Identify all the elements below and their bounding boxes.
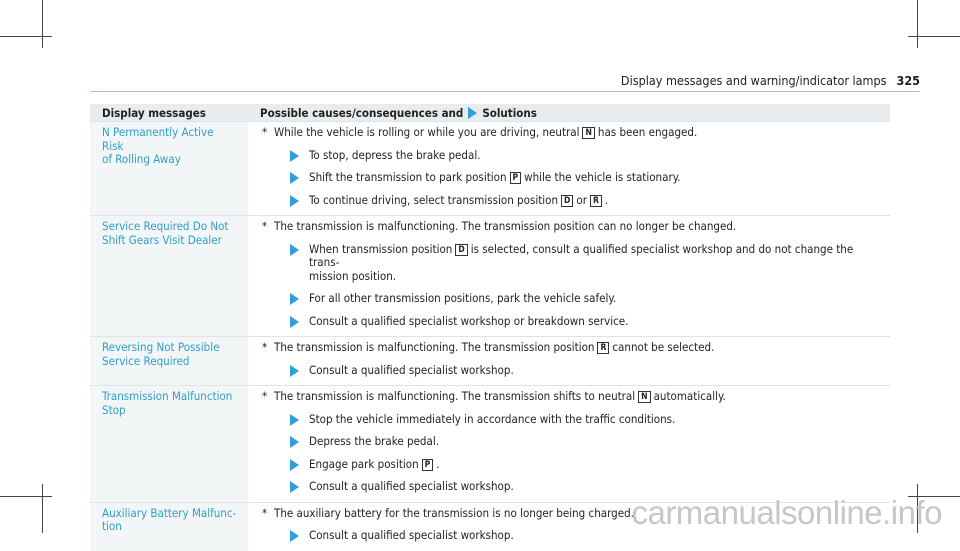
table-body	[90, 121, 890, 551]
table-row	[90, 215, 890, 336]
gear-key-icon: N	[638, 391, 650, 403]
cause-text: * The transmission is malfunctioning. The transmission position can no longer be changed.	[262, 219, 737, 233]
solution-step: Consult a qualified specialist workshop.	[290, 529, 880, 543]
arrow-right-icon	[290, 414, 299, 426]
gear-key-icon: D	[455, 244, 467, 256]
message-text: of Rolling Away	[102, 152, 181, 166]
message-text: tion	[102, 519, 122, 533]
crop-mark	[917, 0, 918, 48]
header-title: Display messages and warning/indicator lamps	[620, 73, 887, 88]
solution-step: Consult a qualified specialist workshop.	[290, 480, 880, 494]
causes-cell	[248, 122, 890, 215]
causes-cell	[248, 337, 890, 385]
crop-mark	[42, 0, 43, 48]
solution-step: For all other transmission positions, park the vehicle safely.	[290, 292, 880, 306]
arrow-right-icon	[290, 293, 299, 305]
asterisk-icon: *	[262, 389, 268, 403]
table-row	[90, 121, 890, 215]
causes-cell	[248, 216, 890, 336]
table-header	[90, 104, 890, 121]
solution-step: To stop, depress the brake pedal.	[290, 149, 880, 163]
message-cell	[90, 503, 248, 551]
asterisk-icon: *	[262, 219, 268, 233]
arrow-right-icon	[290, 244, 299, 256]
solution-step: Shift the transmission to park position P while the vehicle is stationary.	[290, 171, 880, 185]
gear-key-icon: P	[510, 172, 522, 184]
message-text: N Permanently Active Risk	[102, 125, 214, 153]
cause-text: * The auxiliary battery for the transmission is no longer being charged.	[262, 505, 634, 520]
gear-key-icon: R	[590, 195, 602, 207]
page-header	[621, 73, 920, 88]
display-messages-table	[90, 104, 890, 551]
arrow-right-icon	[290, 172, 299, 184]
cause-text: * While the vehicle is rolling or while you are driving, neutral N has been engaged.	[262, 125, 698, 139]
solution-step: To continue driving, select transmission position D or R .	[290, 194, 880, 208]
message-cell	[90, 216, 248, 336]
table-row	[90, 385, 890, 502]
causes-cell	[248, 386, 890, 502]
arrow-right-icon	[468, 107, 477, 119]
crop-mark	[42, 484, 43, 533]
arrow-right-icon	[290, 459, 299, 471]
column-header-messages: Display messages	[102, 105, 206, 120]
solution-step: When transmission position D is selected, consult a qualified specialist workshop and do not change the trans- mission position.	[290, 243, 880, 284]
cause-text: * The transmission is malfunctioning. The transmission shifts to neutral N automatically.	[262, 389, 726, 403]
solution-step: Engage park position P .	[290, 458, 880, 472]
solution-step: Depress the brake pedal.	[290, 435, 880, 449]
page-number: 325	[896, 73, 920, 88]
crop-mark	[0, 496, 52, 497]
gear-key-icon: P	[422, 459, 434, 471]
solution-step: Stop the vehicle immediately in accordance with the traffic conditions.	[290, 413, 880, 427]
header-rule	[90, 91, 920, 92]
arrow-right-icon	[290, 365, 299, 377]
message-text: Service Required Do Not	[102, 219, 229, 233]
crop-mark	[908, 36, 960, 37]
asterisk-icon: *	[262, 505, 268, 520]
arrow-right-icon	[290, 316, 299, 328]
asterisk-icon: *	[262, 340, 268, 354]
arrow-right-icon	[290, 481, 299, 493]
gear-key-icon: D	[561, 195, 573, 207]
message-cell	[90, 337, 248, 385]
message-text: Service Required	[102, 353, 190, 368]
message-text: Auxiliary Battery Malfunc-	[102, 505, 237, 520]
message-text: Transmission Malfunction	[102, 389, 233, 403]
watermark: carmanualsonline.info	[631, 494, 942, 531]
crop-mark	[0, 36, 52, 37]
message-text: Shift Gears Visit Dealer	[102, 232, 222, 247]
arrow-right-icon	[290, 150, 299, 162]
table-row	[90, 336, 890, 385]
arrow-right-icon	[290, 436, 299, 448]
message-text: Reversing Not Possible	[102, 340, 220, 354]
arrow-right-icon	[290, 530, 299, 542]
asterisk-icon: *	[262, 125, 268, 139]
cause-text: * The transmission is malfunctioning. The transmission position R cannot be selected.	[262, 340, 715, 354]
message-cell	[90, 386, 248, 502]
solution-step: Consult a qualified specialist workshop.	[290, 364, 880, 378]
gear-key-icon: N	[582, 127, 594, 139]
arrow-right-icon	[290, 195, 299, 207]
message-text: Stop	[102, 402, 126, 417]
solution-step: Consult a qualified specialist workshop or breakdown service.	[290, 315, 880, 329]
gear-key-icon: R	[597, 342, 609, 354]
message-cell	[90, 122, 248, 215]
column-header-causes: Possible causes/consequences and Solutions	[260, 105, 537, 120]
